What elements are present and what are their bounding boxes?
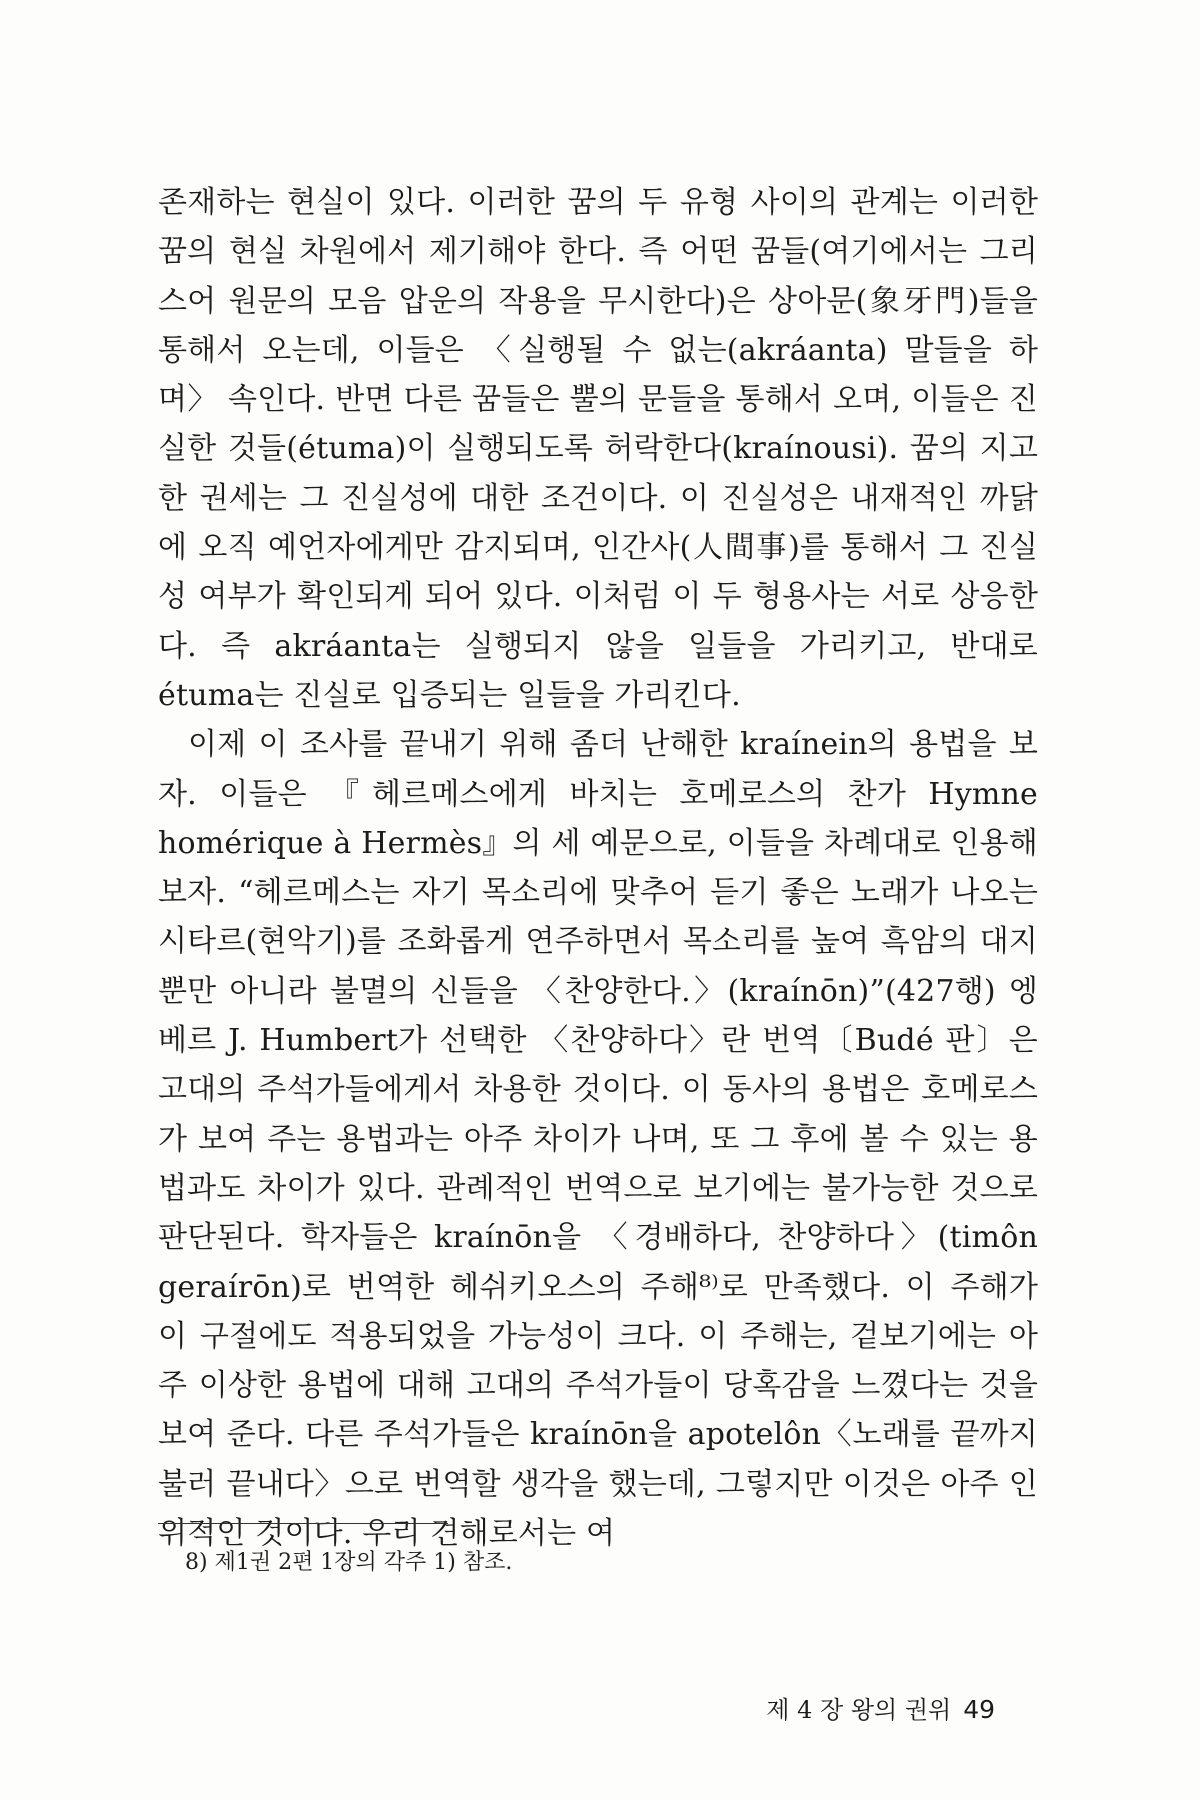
- chapter-title: 제 4 장 왕의 권위: [766, 1696, 952, 1724]
- footnote: 8) 제1권 2편 1장의 각주 1) 참조.: [185, 1550, 513, 1575]
- body-text: [158, 178, 1038, 1558]
- footnote-divider: [158, 1523, 448, 1524]
- page-number: 49: [963, 1695, 995, 1724]
- paragraph-2: 이제 이 조사를 끝내기 위해 좀더 난해한 kraínein의 용법을 보자. 이들은 『헤르메스에게 바치는 호메로스의 찬가 Hymne homérique à Hermès』의 세 예문으로, 이들을 차례대로 인용해 보자. “헤르메스는 자기 목소리에 맞추어 듣기 좋은 노래가 나오는 시타르(현악기)를 조화롭게 연주하면서 목소리를 높여 흑암의 대지뿐만 아니라 불멸의 신들을 〈찬양한다.〉(kraínōn)”(427행) 엥베르 J. Humbert가 선택한 〈찬양하다〉란 번역〔Budé 판〕은 고대의 주석가들에게서 차용한 것이다. 이 동사의 용법은 호메로스가 보여 주는 용법과는 아주 차이가 나며, 또 그 후에 볼 수 있는 용법과도 차이가 있다. 관례적인 번역으로 보기에는 불가능한 것으로 판단된다. 학자들은 kraínōn을 〈경배하다, 찬양하다〉(timôn geraírōn)로 번역한 헤쉬키오스의 주해⁸⁾로 만족했다. 이 주해가 이 구절에도 적용되었을 가능성이 크다. 이 주해는, 겉보기에는 아주 이상한 용법에 대해 고대의 주석가들이 당혹감을 느꼈다는 것을 보여 준다. 다른 주석가들은 kraínōn을 apotelôn〈노래를 끝까지 불러 끝내다〉으로 번역할 생각을 했는데, 그렇지만 이것은 아주 인위적인 것이다. 우리 견해로서는 여: [158, 727, 1038, 1552]
- running-footer: [766, 1690, 995, 1725]
- paragraph-1: 존재하는 현실이 있다. 이러한 꿈의 두 유형 사이의 관계는 이러한 꿈의 현실 차원에서 제기해야 한다. 즉 어떤 꿈들(여기에서는 그리스어 원문의 모음 압운의 작용을 무시한다)은 상아문(象牙門)들을 통해서 오는데, 이들은 〈실행될 수 없는(akráanta) 말들을 하며〉 속인다. 반면 다른 꿈들은 뿔의 문들을 통해서 오며, 이들은 진실한 것들(étuma)이 실행되도록 허락한다(kraínousi). 꿈의 지고한 권세는 그 진실성에 대한 조건이다. 이 진실성은 내재적인 까닭에 오직 예언자에게만 감지되며, 인간사(人間事)를 통해서 그 진실성 여부가 확인되게 되어 있다. 이처럼 이 두 형용사는 서로 상응한다. 즉 akráanta는 실행되지 않을 일들을 가리키고, 반대로 étuma는 진실로 입증되는 일들을 가리킨다.: [158, 185, 1038, 713]
